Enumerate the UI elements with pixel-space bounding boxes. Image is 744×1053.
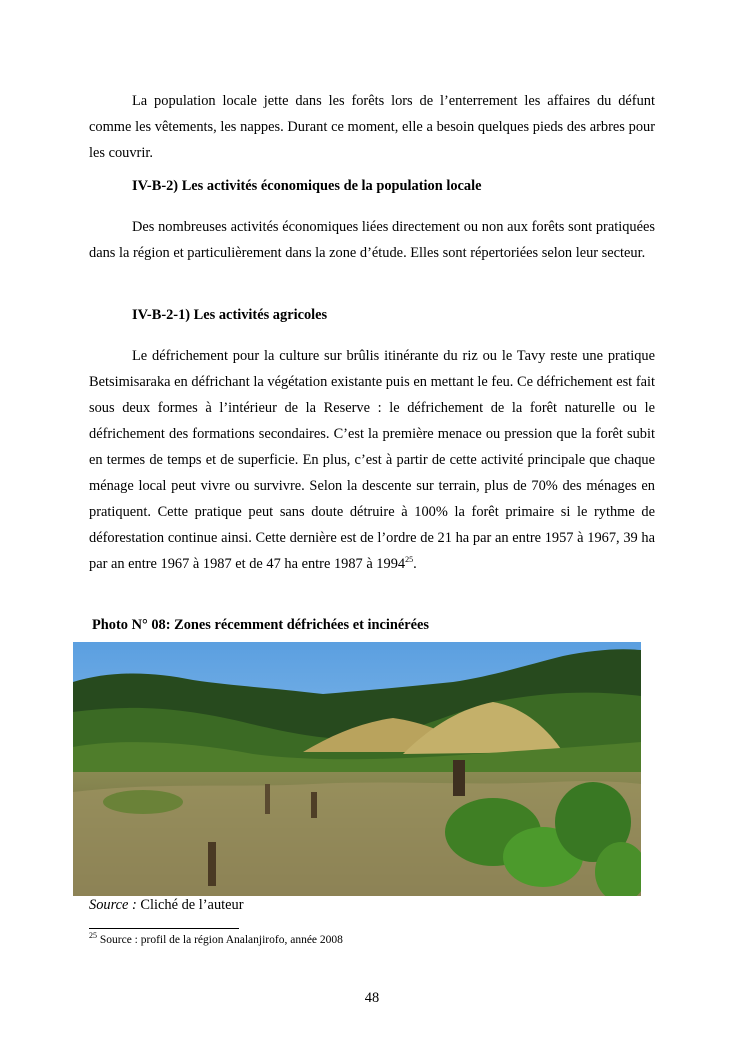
footnote-number: 25 [89,931,97,941]
footnote [89,931,343,946]
photo-caption: Photo N° 08: Zones récemment défrichées et incinérées [92,617,430,633]
source-label: Source : [89,897,137,913]
heading-economic-activities: IV-B-2) Les activités économiques de la population locale [132,178,482,194]
paragraph-tavy-end: . [413,556,417,572]
paragraph-tavy-text: Le défrichement pour la culture sur brûlis itinérante du riz ou le Tavy reste une pratique Betsimisaraka en défrichant la végétation existante puis en mettant le feu. Ce défrichement est fait sous deux formes à l’intérieur de la Reserve : le défrichement de la forêt naturelle ou le défrichement des formations secondaires. C’est la première menace ou pression que la forêt subit en termes de temps et de superficie. En plus, c’est à partir de cette activité principale que chaque ménage local peut vivre ou survivre. Selon la descente sur terrain, plus de 70% des ménages en pratiquent. Cette pratique peut sans doute détruire à 100% la forêt primaire si le rythme de déforestation continue ainsi. Cette dernière est de l’ordre de 21 ha par an entre 1957 à 1967, 39 ha par an entre 1967 à 1987 et de 47 ha entre 1987 à 1994 [89,348,655,572]
page-number: 48 [364,990,380,1006]
landscape-photo [73,642,641,896]
paragraph-funeral: La population locale jette dans les forêts lors de l’enterrement les affaires du défunt comme les vêtements, les nappes. Durant ce moment, elle a besoin quelques pieds des arbres pour les couvrir. [89,93,655,161]
heading-agricultural-activities: IV-B-2-1) Les activités agricoles [132,307,328,323]
footnote-divider [89,928,239,929]
paragraph-tavy [89,343,655,577]
footnote-text: Source : profil de la région Analanjirofo, année 2008 [97,934,343,946]
source-text: Cliché de l’auteur [136,897,244,913]
footnote-reference[interactable]: 25 [405,555,414,565]
paragraph-economic-activities: Des nombreuses activités économiques liées directement ou non aux forêts sont pratiquées dans la région et particulièrement dans la zone d’étude. Elles sont répertoriées selon leur secteur. [89,219,655,261]
photo-source [89,897,244,914]
